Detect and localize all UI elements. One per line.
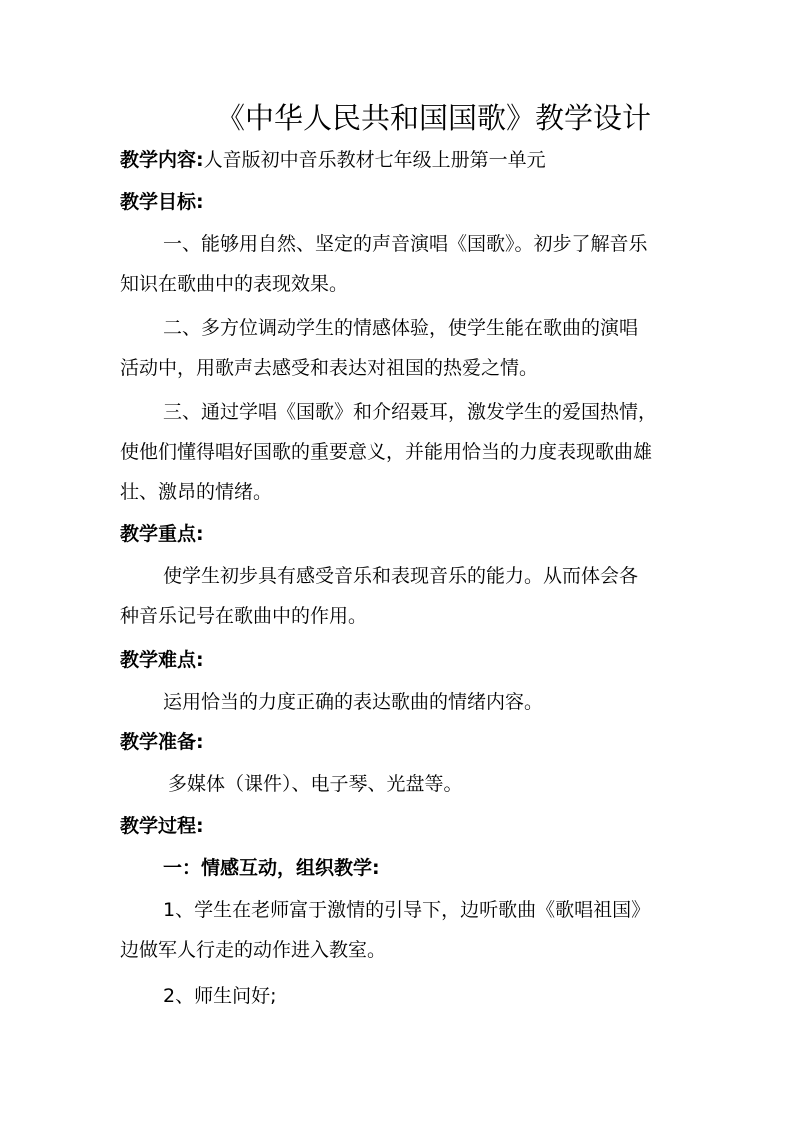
key-line-2: 种音乐记号在歌曲中的作用。 [120,605,368,627]
step-1-heading: 一：情感互动，组织教学: [163,857,380,879]
page-title: 《中华人民共和国国歌》教学设计 [216,101,652,135]
process-label: 教学过程: [120,815,204,837]
step-1-item-1-line-2: 边做军人行走的动作进入教室。 [120,939,387,961]
objective-1-line-1: 一、能够用自然、坚定的声音演唱《国歌》。初步了解音乐 [163,233,648,255]
prep-line-1: 多媒体（课件）、电子琴、光盘等。 [168,773,463,795]
content-text: 人音版初中音乐教材七年级上册第一单元 [203,149,546,171]
difficulty-label: 教学难点: [120,649,204,671]
content-row [120,146,546,174]
objective-2-line-1: 二、多方位调动学生的情感体验，使学生能在歌曲的演唱 [163,317,639,339]
content-label: 教学内容: [120,149,204,171]
objective-3-line-2: 使他们懂得唱好国歌的重要意义，并能用恰当的力度表现歌曲雄 [120,441,653,463]
key-line-1: 使学生初步具有感受音乐和表现音乐的能力。从而体会各 [163,565,639,587]
objectives-label: 教学目标: [120,191,204,213]
difficulty-line-1: 运用恰当的力度正确的表达歌曲的情绪内容。 [163,691,544,713]
objective-2-line-2: 活动中，用歌声去感受和表达对祖国的热爱之情。 [120,357,539,379]
objective-3-line-1: 三、通过学唱《国歌》和介绍聂耳，激发学生的爱国热情， [163,401,658,423]
step-1-item-2: 2、师生问好; [163,985,277,1007]
prep-label: 教学准备: [120,731,204,753]
objective-1-line-2: 知识在歌曲中的表现效果。 [120,273,349,295]
objective-3-line-3: 壮、激昂的情绪。 [120,481,273,503]
step-1-item-1-line-1: 1、学生在老师富于激情的引导下，边听歌曲《歌唱祖国》 [163,899,651,921]
key-label: 教学重点: [120,523,204,545]
